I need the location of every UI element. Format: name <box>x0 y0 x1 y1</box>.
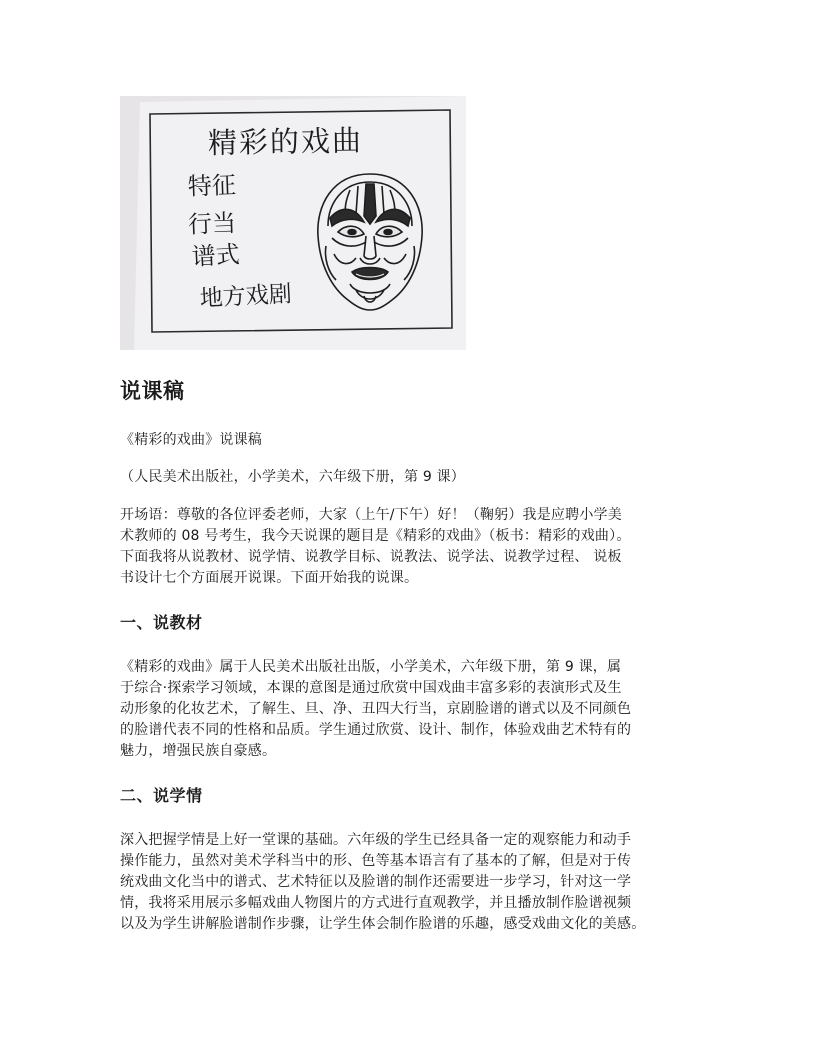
intro-line: 书设计七个方面展开说课。下面开始我的说课。 <box>120 570 419 586</box>
sketch-item-roles: 行当 <box>187 209 237 239</box>
textbook-line: 于综合·探索学习领域，本课的意图是通过欣赏中国戏曲丰富多彩的表演形式及生 <box>120 680 622 696</box>
lesson-subtitle: 《精彩的戏曲》说课稿 <box>120 432 262 448</box>
section-heading-textbook: 一、说教材 <box>120 613 203 632</box>
page-title: 说课稿 <box>120 379 185 403</box>
textbook-paragraph <box>120 657 710 762</box>
sketch-item-local-opera: 地方戏剧 <box>199 281 293 313</box>
textbook-line: 魅力，增强民族自豪感。 <box>120 743 277 759</box>
learners-line: 操作能力，虽然对美术学科当中的形、色等基本语言有了基本的了解，但是对于传 <box>120 853 632 869</box>
learners-paragraph <box>120 830 710 935</box>
textbook-line: 动形象的化妆艺术，了解生、旦、净、丑四大行当，京剧脸谱的谱式以及不同颜色 <box>120 701 632 717</box>
intro-line: 下面我将从说教材、说学情、说教学目标、说教法、说学法、说教学过程、 说板 <box>120 549 622 565</box>
sketch-item-features: 特征 <box>187 171 237 201</box>
blackboard-sketch-photo <box>120 96 466 350</box>
document-page <box>120 96 710 935</box>
textbook-line: 《精彩的戏曲》属于人民美术出版社出版，小学美术，六年级下册，第 9 课，属 <box>120 659 622 675</box>
learners-line: 深入把握学情是上好一堂课的基础。六年级的学生已经具备一定的观察能力和动手 <box>120 832 632 848</box>
intro-paragraph <box>120 505 710 589</box>
publisher-info: （人民美术出版社，小学美术，六年级下册，第 9 课） <box>120 469 466 485</box>
section-heading-learners: 二、说学情 <box>120 786 203 805</box>
learners-line: 以及为学生讲解脸谱制作步骤，让学生体会制作脸谱的乐趣，感受戏曲文化的美感。 <box>120 916 646 932</box>
sketch-item-patterns: 谱式 <box>191 240 241 271</box>
intro-line: 开场语：尊敬的各位评委老师，大家（上午/下午）好！（鞠躬）我是应聘小学美 <box>120 507 622 523</box>
sketch-title: 精彩的戏曲 <box>207 123 364 161</box>
intro-line: 术教师的 08 号考生，我今天说课的题目是《精彩的戏曲》（板书：精彩的戏曲）。 <box>120 528 631 544</box>
textbook-line: 的脸谱代表不同的性格和品质。学生通过欣赏、设计、制作，体验戏曲艺术特有的 <box>120 722 632 738</box>
learners-line: 统戏曲文化当中的谱式、艺术特征以及脸谱的制作还需要进一步学习，针对这一学 <box>120 874 632 890</box>
learners-line: 情，我将采用展示多幅戏曲人物图片的方式进行直观教学，并且播放制作脸谱视频 <box>120 895 632 911</box>
